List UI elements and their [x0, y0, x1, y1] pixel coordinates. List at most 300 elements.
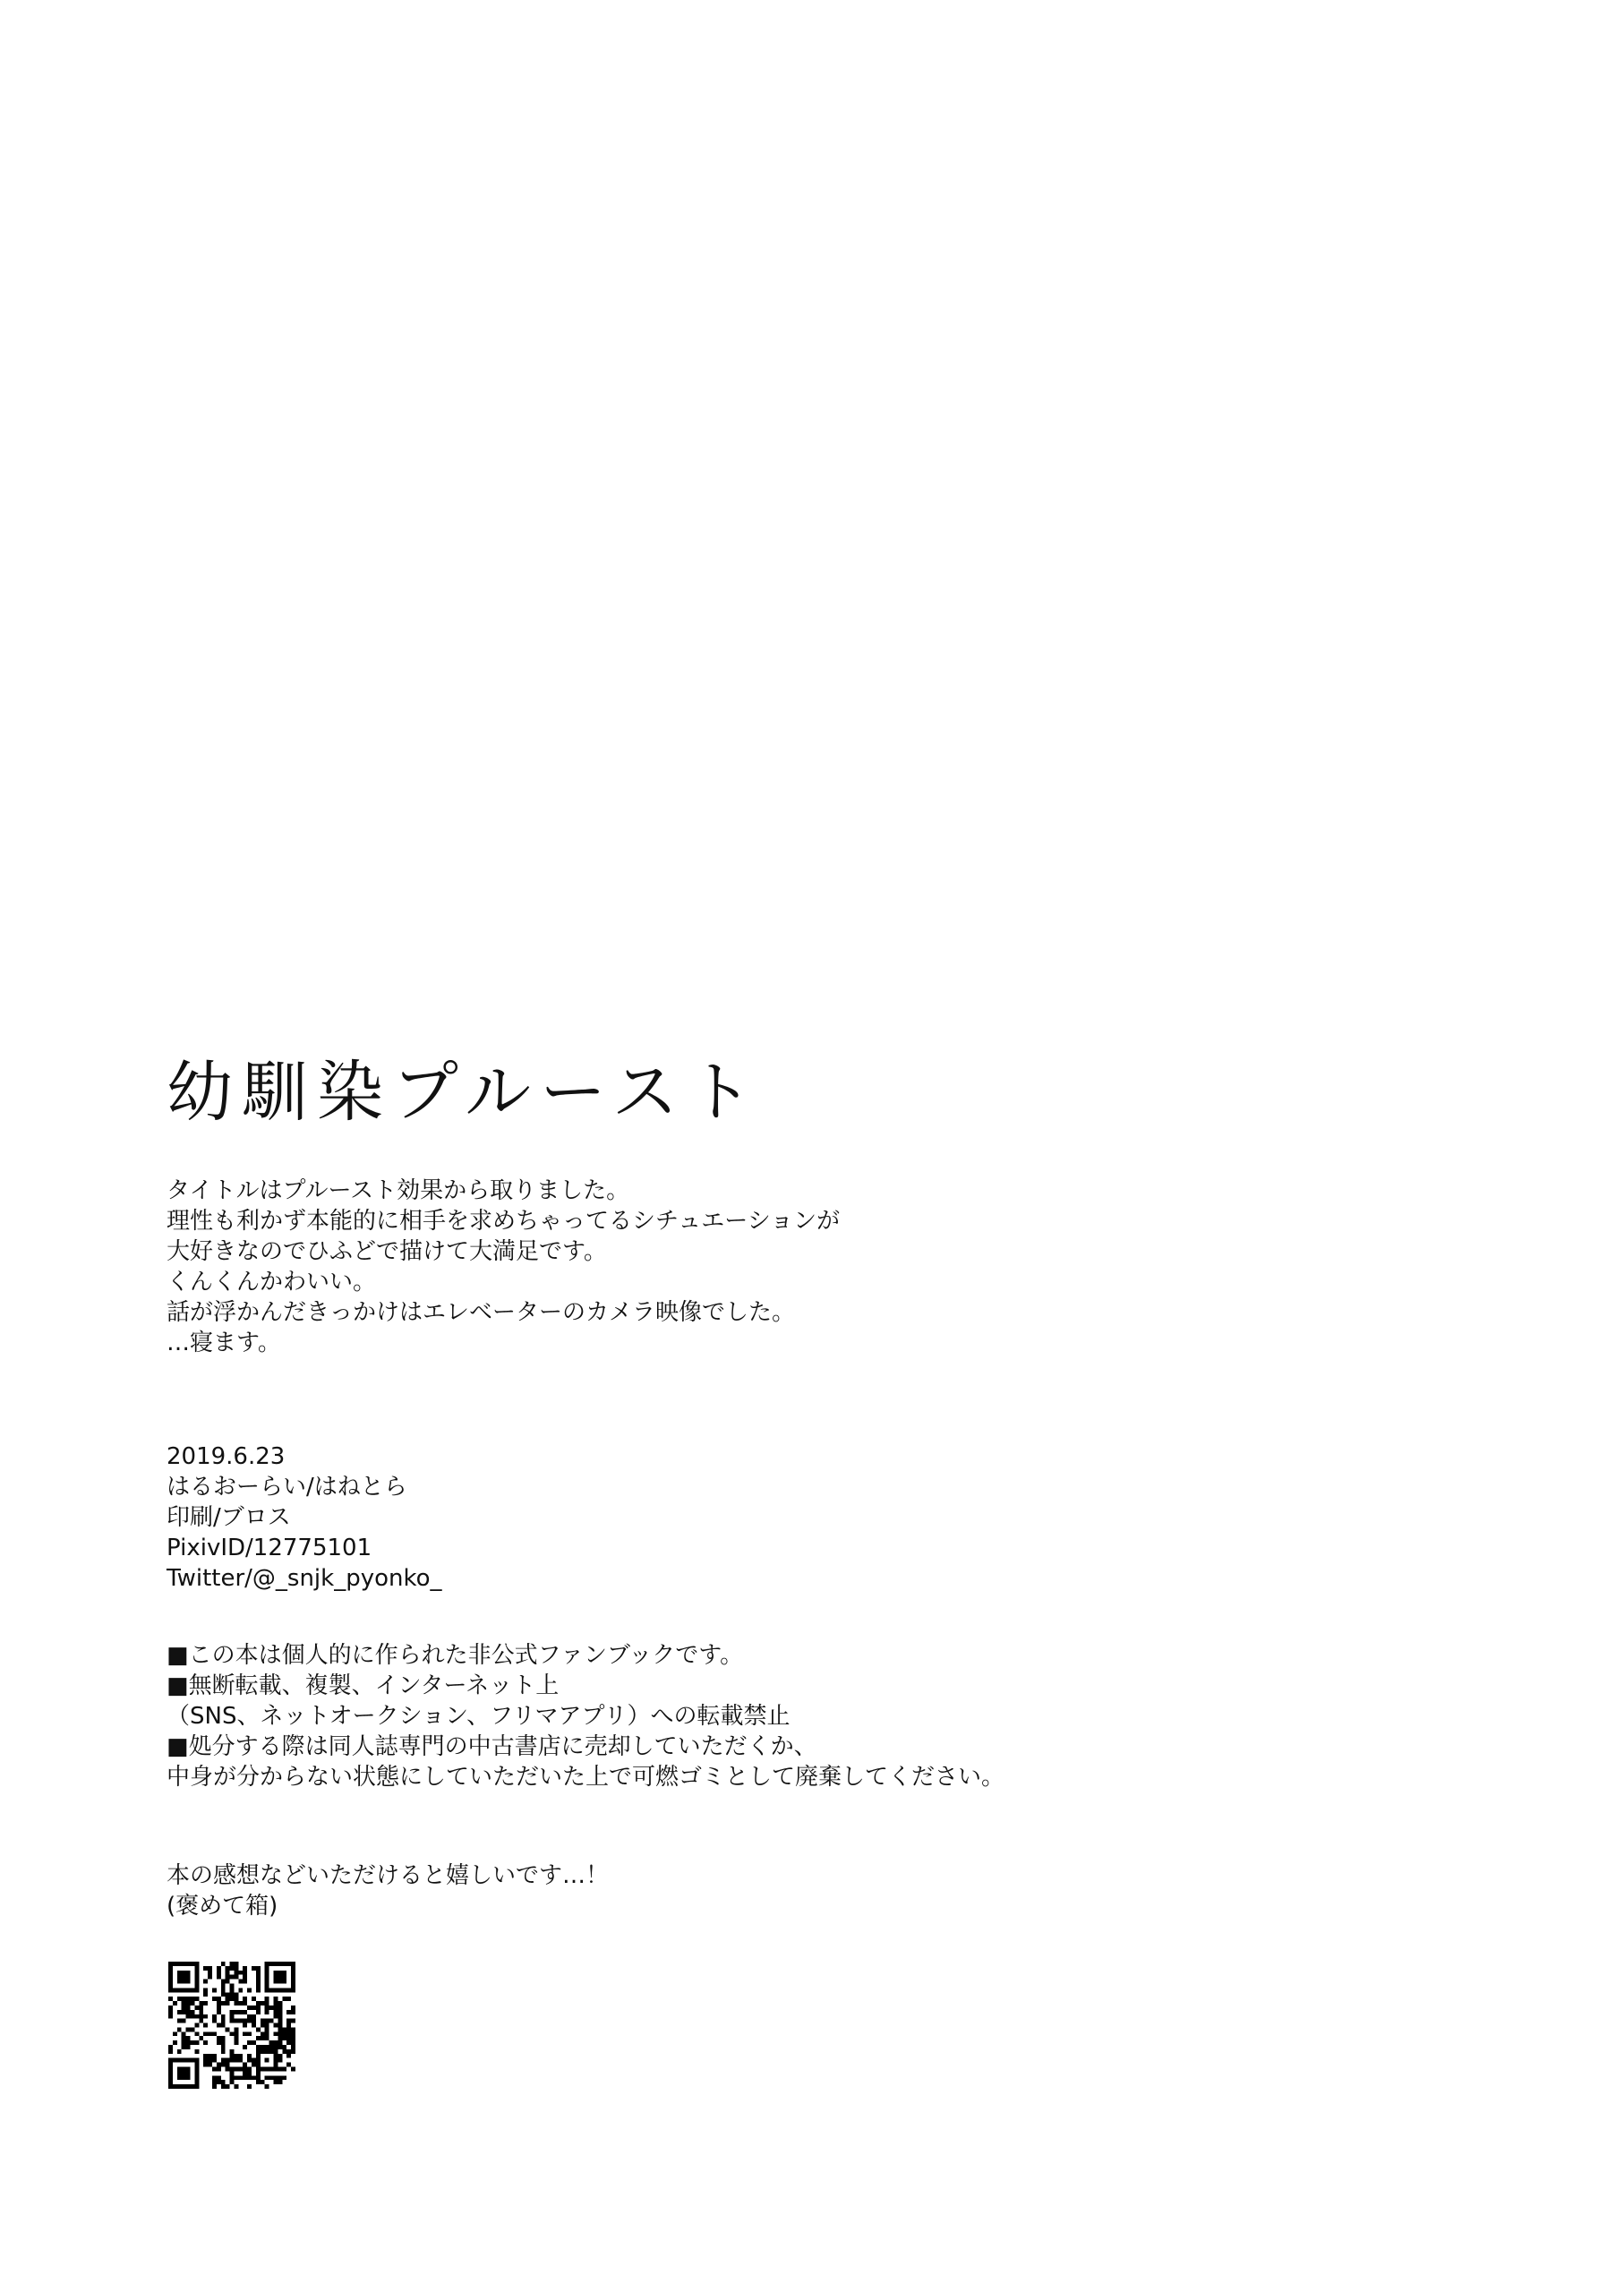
qr-module [256, 2075, 261, 2080]
qr-module [186, 1971, 191, 1975]
qr-module [256, 1966, 261, 1971]
qr-module [186, 2071, 191, 2075]
qr-module [203, 1966, 208, 1971]
qr-module [182, 2019, 186, 2023]
qr-module [265, 1980, 269, 1984]
qr-module [221, 1983, 226, 1988]
qr-module [194, 2031, 199, 2036]
qr-module [199, 2014, 203, 2019]
qr-module [243, 1975, 247, 1980]
qr-module [238, 2001, 243, 2006]
qr-module [269, 2075, 274, 2080]
qr-module [177, 2084, 182, 2089]
qr-module [282, 2045, 286, 2049]
qr-module [217, 1966, 221, 1971]
qr-module [230, 1962, 235, 1966]
qr-module [238, 2067, 243, 2072]
qr-module [286, 1988, 291, 1992]
qr-module [177, 2058, 182, 2063]
qr-module [234, 2075, 238, 2080]
qr-module [186, 2036, 191, 2040]
qr-module [274, 2040, 278, 2045]
qr-module [182, 1997, 186, 2001]
qr-module [190, 1997, 194, 2001]
qr-module [265, 2006, 269, 2010]
qr-module [182, 2036, 186, 2040]
qr-module [186, 1980, 191, 1984]
qr-module [291, 2036, 295, 2040]
qr-module [182, 2058, 186, 2063]
qr-module [265, 2001, 269, 2006]
qr-module [217, 2023, 221, 2028]
qr-module [217, 1997, 221, 2001]
qr-module [274, 1975, 278, 1980]
qr-module [256, 2071, 261, 2075]
qr-module [173, 2084, 177, 2089]
qr-module [168, 2014, 173, 2019]
qr-module [234, 1975, 238, 1980]
qr-module [252, 1966, 256, 1971]
qr-module [278, 2001, 282, 2006]
qr-module [286, 1997, 291, 2001]
qr-module [278, 1975, 282, 1980]
notice-line: ■この本は個人的に作られた非公式ファンブックです。 [167, 1642, 744, 1669]
qr-module [194, 1980, 199, 1984]
qr-module [194, 2080, 199, 2084]
qr-module [278, 2023, 282, 2028]
qr-module [269, 1988, 274, 1992]
qr-module [252, 2014, 256, 2019]
qr-module [168, 2010, 173, 2014]
qr-module [168, 2045, 173, 2049]
qr-module [278, 2010, 282, 2014]
qr-module [199, 2001, 203, 2006]
qr-module [282, 1980, 286, 1984]
qr-module [230, 2010, 235, 2014]
qr-module [212, 2084, 217, 2089]
qr-module [265, 2084, 269, 2089]
qr-module [212, 1997, 217, 2001]
qr-module [265, 2058, 269, 2063]
qr-module [278, 2080, 282, 2084]
qr-module [221, 1962, 226, 1966]
qr-module [168, 1983, 173, 1988]
qr-module [173, 2040, 177, 2045]
qr-module [261, 2023, 265, 2028]
qr-module [243, 2019, 247, 2023]
qr-module [208, 2054, 212, 2058]
afterword [167, 1176, 840, 1358]
qr-module [247, 2071, 252, 2075]
qr-module [221, 2019, 226, 2023]
qr-module [265, 1997, 269, 2001]
qr-module [230, 2054, 235, 2058]
qr-module [282, 2036, 286, 2040]
qr-module [226, 1992, 230, 1997]
qr-module [278, 2031, 282, 2036]
qr-module [286, 2027, 291, 2031]
qr-module [186, 2027, 191, 2031]
qr-module [186, 2006, 191, 2010]
qr-module [291, 1975, 295, 1980]
qr-module [234, 2001, 238, 2006]
qr-module [173, 2058, 177, 2063]
qr-module [291, 1971, 295, 1975]
qr-module [243, 2001, 247, 2006]
qr-module [265, 1983, 269, 1988]
qr-module [230, 2067, 235, 2072]
qr-module [282, 1971, 286, 1975]
qr-module [217, 2036, 221, 2040]
qr-module [221, 2023, 226, 2028]
qr-module [177, 2067, 182, 2072]
qr-module [190, 2058, 194, 2063]
qr-module [194, 1971, 199, 1975]
qr-module [182, 1975, 186, 1980]
qr-module [278, 2058, 282, 2063]
qr-module [234, 2084, 238, 2089]
qr-module [274, 2080, 278, 2084]
qr-module [230, 2031, 235, 2036]
qr-module [243, 2071, 247, 2075]
qr-module [238, 2058, 243, 2063]
qr-module [243, 2067, 247, 2072]
qr-module [252, 2040, 256, 2045]
qr-module [182, 2040, 186, 2045]
qr-module [221, 2063, 226, 2067]
qr-module [221, 2080, 226, 2084]
qr-module [291, 2049, 295, 2054]
qr-module [168, 1988, 173, 1992]
qr-module [243, 1997, 247, 2001]
qr-module [190, 2040, 194, 2045]
qr-module [256, 1971, 261, 1975]
qr-module [168, 1975, 173, 1980]
qr-module [190, 2027, 194, 2031]
qr-module [230, 2071, 235, 2075]
qr-module [274, 1980, 278, 1984]
qr-module [168, 2063, 173, 2067]
qr-module [291, 2031, 295, 2036]
qr-module [256, 2001, 261, 2006]
qr-module [234, 1962, 238, 1966]
qr-module [203, 2014, 208, 2019]
qr-module [199, 2019, 203, 2023]
qr-module [212, 2014, 217, 2019]
qr-module [243, 2010, 247, 2014]
qr-module [203, 1992, 208, 1997]
qr-module [274, 1988, 278, 1992]
qr-module [256, 2080, 261, 2084]
qr-module [208, 2058, 212, 2063]
qr-module [226, 1966, 230, 1971]
qr-module [286, 2019, 291, 2023]
qr-module [177, 1980, 182, 1984]
qr-module [226, 2063, 230, 2067]
qr-module [291, 2006, 295, 2010]
qr-module [282, 1988, 286, 1992]
qr-module [217, 2006, 221, 2010]
qr-module [265, 1962, 269, 1966]
qr-module [194, 2040, 199, 2045]
qr-module [261, 2067, 265, 2072]
notice-line: ■処分する際は同人誌専門の中古書店に売却していただくか、 [167, 1733, 817, 1760]
qr-module [234, 1997, 238, 2001]
qr-module [234, 2027, 238, 2031]
qr-module [182, 1962, 186, 1966]
qr-module [274, 2075, 278, 2080]
qr-module [186, 1997, 191, 2001]
qr-module [274, 2058, 278, 2063]
qr-module [243, 1971, 247, 1975]
qr-module [265, 2036, 269, 2040]
qr-module [234, 2019, 238, 2023]
qr-module [291, 1980, 295, 1984]
qr-module [230, 2014, 235, 2019]
circle-author: はるおーらい/はねとら [167, 1474, 407, 1501]
qr-module [182, 2071, 186, 2075]
qr-module [278, 2075, 282, 2080]
qr-module [265, 2027, 269, 2031]
qr-module [291, 1962, 295, 1966]
qr-module [194, 2023, 199, 2028]
qr-module [291, 2045, 295, 2049]
qr-module [217, 2063, 221, 2067]
qr-module [203, 2001, 208, 2006]
qr-module [269, 2040, 274, 2045]
qr-module [234, 1971, 238, 1975]
qr-module [252, 2058, 256, 2063]
qr-module [190, 2001, 194, 2006]
qr-module [186, 2084, 191, 2089]
qr-module [182, 2010, 186, 2014]
qr-module [168, 1980, 173, 1984]
qr-module [278, 2006, 282, 2010]
qr-module [256, 2049, 261, 2054]
qr-module [203, 2058, 208, 2063]
qr-module [208, 1971, 212, 1975]
feedback-request: 本の感想などいただけると嬉しいです…！ [167, 1862, 610, 1889]
qr-module [234, 2031, 238, 2036]
qr-module [247, 2058, 252, 2063]
qr-module [177, 1962, 182, 1966]
qr-module [269, 2045, 274, 2049]
qr-module [291, 1983, 295, 1988]
qr-module [186, 1988, 191, 1992]
qr-module [256, 2063, 261, 2067]
qr-module [186, 1962, 191, 1966]
qr-module [226, 2084, 230, 2089]
qr-module [230, 1983, 235, 1988]
qr-module [177, 1975, 182, 1980]
qr-module [221, 2014, 226, 2019]
qr-module [190, 2084, 194, 2089]
qr-module [194, 2067, 199, 2072]
qr-module [221, 1992, 226, 1997]
qr-module [256, 2036, 261, 2040]
qr-module [182, 1980, 186, 1984]
qr-module [282, 1975, 286, 1980]
publish-date: 2019.6.23 [167, 1443, 286, 1470]
qr-module [247, 2040, 252, 2045]
qr-module [234, 2054, 238, 2058]
qr-module [269, 2006, 274, 2010]
qr-module [265, 2075, 269, 2080]
qr-module [247, 2031, 252, 2036]
qr-module [194, 2058, 199, 2063]
qr-module [226, 1975, 230, 1980]
qr-module [203, 2040, 208, 2045]
qr-module [177, 1997, 182, 2001]
qr-module [274, 2067, 278, 2072]
qr-module [208, 2063, 212, 2067]
qr-module [226, 1997, 230, 2001]
qr-module [286, 2031, 291, 2036]
qr-module [217, 2075, 221, 2080]
qr-module [265, 1971, 269, 1975]
qr-module [212, 2054, 217, 2058]
qr-module [168, 2080, 173, 2084]
qr-module [261, 2031, 265, 2036]
qr-module [278, 2040, 282, 2045]
qr-module [182, 2075, 186, 2080]
qr-module [274, 2031, 278, 2036]
qr-module [252, 2075, 256, 2080]
qr-module [173, 2001, 177, 2006]
qr-module [186, 2014, 191, 2019]
qr-module [261, 2049, 265, 2054]
qr-module [226, 1980, 230, 1984]
qr-module [230, 2049, 235, 2054]
qr-module [194, 2084, 199, 2089]
qr-module [243, 2023, 247, 2028]
qr-module [177, 1971, 182, 1975]
qr-module [190, 1988, 194, 1992]
qr-module [212, 2080, 217, 2084]
qr-module [230, 1997, 235, 2001]
qr-module [186, 2001, 191, 2006]
qr-module [194, 2049, 199, 2054]
qr-module [203, 2023, 208, 2028]
qr-module [291, 2040, 295, 2045]
qr-module [217, 1975, 221, 1980]
qr-module [177, 2027, 182, 2031]
qr-module [199, 2036, 203, 2040]
qr-module [234, 1966, 238, 1971]
qr-module [194, 1966, 199, 1971]
feedback [167, 1860, 609, 1921]
qr-module [247, 1988, 252, 1992]
qr-module [274, 1971, 278, 1975]
qr-module [208, 1966, 212, 1971]
qr-module [186, 2040, 191, 2045]
qr-module [230, 1966, 235, 1971]
qr-module [278, 2045, 282, 2049]
printer: 印刷/ブロス [167, 1504, 291, 1531]
qr-module [221, 2058, 226, 2063]
qr-module [182, 1971, 186, 1975]
qr-module [265, 1975, 269, 1980]
qr-module [226, 2067, 230, 2072]
qr-module [168, 1966, 173, 1971]
qr-module [265, 1966, 269, 1971]
qr-module [168, 1997, 173, 2001]
qr-module [278, 1971, 282, 1975]
qr-module [252, 2023, 256, 2028]
afterword-line: タイトルはプルースト効果から取りました。 [167, 1177, 630, 1204]
qr-module [238, 1988, 243, 1992]
qr-module [291, 2067, 295, 2072]
qr-module [221, 2040, 226, 2045]
qr-module [221, 2001, 226, 2006]
qr-module [247, 2019, 252, 2023]
qr-module [217, 2067, 221, 2072]
qr-module [286, 2023, 291, 2028]
qr-module [221, 2036, 226, 2040]
qr-module [190, 1962, 194, 1966]
qr-module [203, 1980, 208, 1984]
qr-module [194, 1983, 199, 1988]
qr-module [278, 2019, 282, 2023]
qr-module [261, 2001, 265, 2006]
qr-module [265, 2019, 269, 2023]
qr-module [256, 2054, 261, 2058]
qr-module [194, 1962, 199, 1966]
qr-module [256, 1988, 261, 1992]
qr-module [243, 2045, 247, 2049]
qr-module [274, 2006, 278, 2010]
qr-module [274, 2045, 278, 2049]
qr-module [265, 2067, 269, 2072]
qr-module [230, 2058, 235, 2063]
qr-module [194, 2063, 199, 2067]
qr-module [226, 1971, 230, 1975]
qr-module [278, 2014, 282, 2019]
qr-module [234, 2036, 238, 2040]
qr-module [265, 2023, 269, 2028]
qr-module [217, 2080, 221, 2084]
qr-module [177, 2049, 182, 2054]
qr-module [282, 1962, 286, 1966]
qr-module [194, 2006, 199, 2010]
qr-module [278, 2067, 282, 2072]
qr-module [265, 1988, 269, 1992]
qr-module [261, 2036, 265, 2040]
qr-module [221, 2045, 226, 2049]
qr-module [278, 2027, 282, 2031]
qr-module [194, 2014, 199, 2019]
qr-module [252, 2019, 256, 2023]
qr-module [282, 2075, 286, 2080]
qr-module [194, 2071, 199, 2075]
qr-module [274, 2049, 278, 2054]
qr-module [269, 2019, 274, 2023]
qr-module [247, 2054, 252, 2058]
qr-module [274, 2010, 278, 2014]
qr-module [274, 2001, 278, 2006]
qr-module [230, 2080, 235, 2084]
qr-module [168, 1962, 173, 1966]
qr-module [217, 2001, 221, 2006]
afterword-line: くんくんかわいい。 [167, 1269, 377, 1296]
afterword-line: 話が浮かんだきっかけはエレベーターのカメラ映像でした。 [167, 1299, 796, 1326]
qr-module [203, 1988, 208, 1992]
qr-module [177, 2010, 182, 2014]
notice-line: （SNS、ネットオークション、フリマアプリ）への転載禁止 [167, 1703, 791, 1730]
qr-module [230, 1975, 235, 1980]
qr-module [173, 1962, 177, 1966]
qr-module [173, 2031, 177, 2036]
